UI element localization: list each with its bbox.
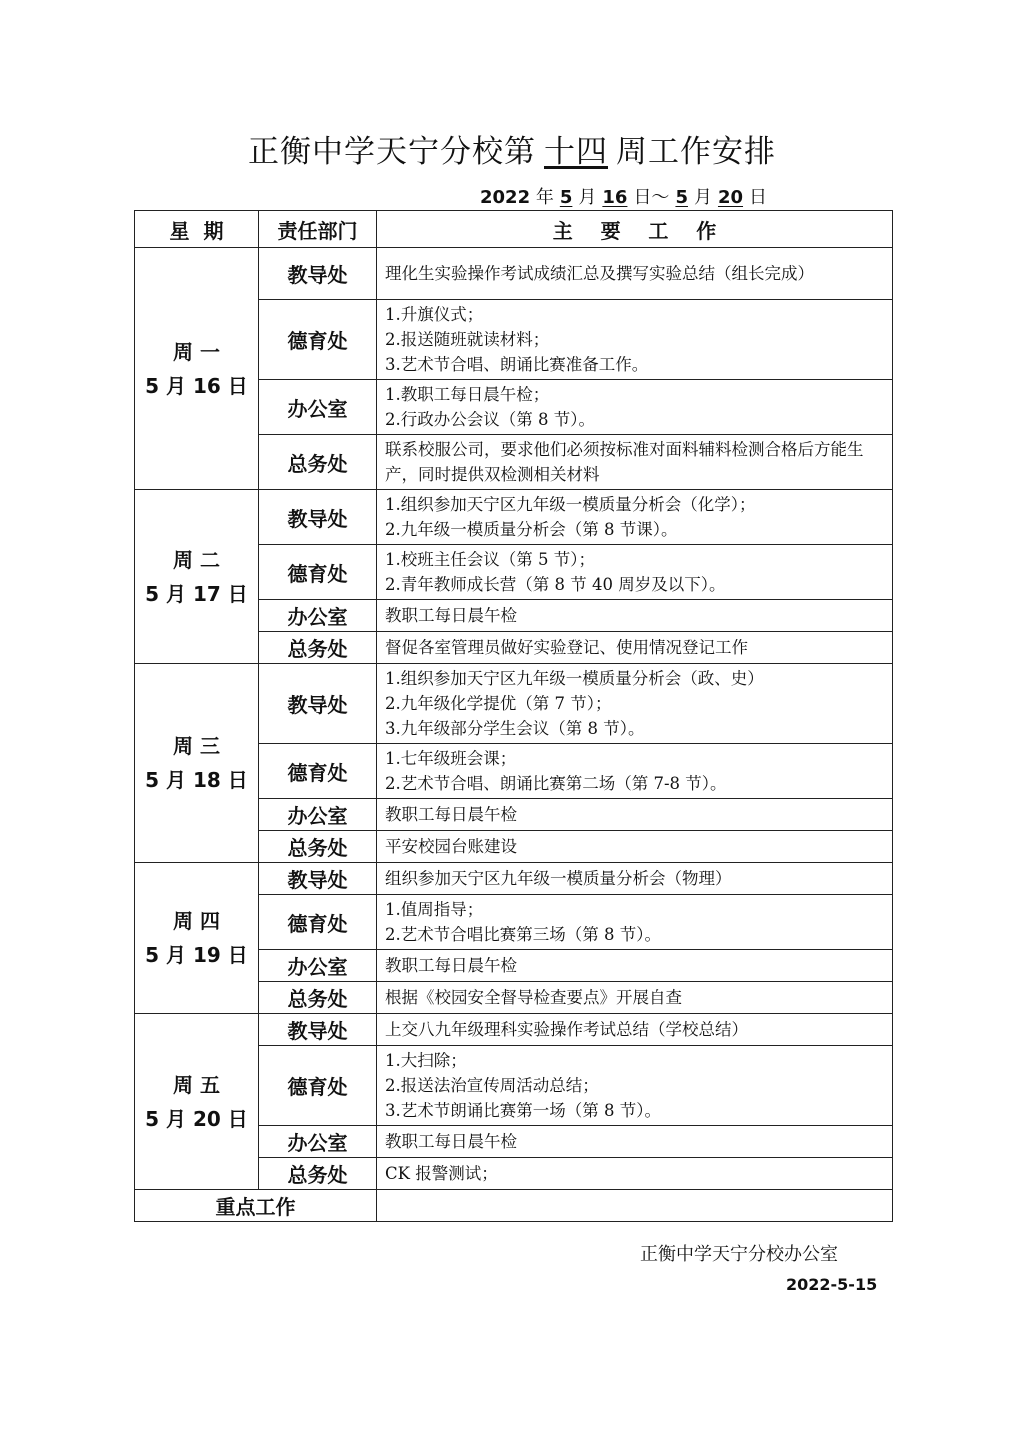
header-dept: 责任部门 — [259, 211, 377, 248]
work-cell — [377, 799, 893, 831]
dept-cell: 总务处 — [259, 1158, 377, 1190]
work-line: 2.报送法治宣传周活动总结； — [385, 1076, 599, 1095]
dept-cell: 办公室 — [259, 950, 377, 982]
work-line: 平安校园台账建设 — [385, 837, 517, 856]
work-line: 1.大扫除； — [385, 1051, 467, 1070]
day-name: 周 一 — [173, 339, 220, 364]
work-line: 教职工每日晨午检 — [385, 606, 517, 625]
key-work-label: 重点工作 — [135, 1190, 377, 1222]
work-line: 2.艺术节合唱比赛第三场（第 8 节）。 — [385, 925, 661, 944]
footer-date: 2022-5-15 — [786, 1275, 878, 1294]
title-prefix: 正衡中学天宁分校第 — [248, 134, 536, 170]
work-line: 3.艺术节合唱、朗诵比赛准备工作。 — [385, 355, 649, 374]
dept-cell: 办公室 — [259, 1126, 377, 1158]
day-cell — [135, 490, 259, 664]
work-line: 组织参加天宁区九年级一模质量分析会（物理） — [385, 869, 732, 888]
dept-cell: 德育处 — [259, 1046, 377, 1126]
dept-cell: 办公室 — [259, 380, 377, 435]
day-name: 周 四 — [173, 909, 220, 933]
day-cell — [135, 248, 259, 490]
schedule-table — [134, 210, 893, 1222]
work-line: 2.青年教师成长营（第 8 节 40 周岁及以下）。 — [385, 575, 726, 594]
dept-cell: 教导处 — [259, 490, 377, 545]
dept-cell: 办公室 — [259, 600, 377, 632]
work-line: 1.教职工每日晨午检； — [385, 385, 550, 404]
work-line: 1.组织参加天宁区九年级一模质量分析会（政、史） — [385, 669, 764, 688]
page-title — [0, 126, 1024, 171]
day-cell — [135, 1014, 259, 1190]
week-number: 十四 — [544, 134, 608, 170]
dept-cell: 教导处 — [259, 248, 377, 300]
work-cell — [377, 831, 893, 863]
work-line: 1.七年级班会课； — [385, 749, 517, 768]
work-cell — [377, 300, 893, 380]
work-line: 理化生实验操作考试成绩汇总及撰写实验总结（组长完成） — [385, 264, 814, 283]
dept-cell: 总务处 — [259, 632, 377, 664]
day-cell — [135, 863, 259, 1014]
work-line: 1.组织参加天宁区九年级一模质量分析会（化学）； — [385, 495, 756, 514]
work-line: 2.九年级化学提优（第 7 节）； — [385, 694, 612, 713]
work-cell — [377, 1014, 893, 1046]
work-line: 督促各室管理员做好实验登记、使用情况登记工作 — [385, 638, 748, 657]
work-cell — [377, 380, 893, 435]
day-date: 5 月 19 日 — [145, 943, 248, 967]
work-line: 1.校班主任会议（第 5 节）； — [385, 550, 595, 569]
date-month-char: 月 — [578, 187, 597, 208]
work-line: 教职工每日晨午检 — [385, 1132, 517, 1151]
table-row — [135, 863, 893, 895]
date-month-char-2: 月 — [693, 187, 712, 208]
work-cell — [377, 982, 893, 1014]
work-line: 2.艺术节合唱、朗诵比赛第二场（第 7-8 节）。 — [385, 774, 727, 793]
day-date: 5 月 16 日 — [145, 373, 248, 398]
work-line: 2.行政办公会议（第 8 节）。 — [385, 410, 595, 429]
work-line: 2.九年级一模质量分析会（第 8 节课）。 — [385, 520, 678, 539]
day-date: 5 月 20 日 — [145, 1106, 248, 1131]
work-cell — [377, 435, 893, 490]
dept-cell: 总务处 — [259, 982, 377, 1014]
table-row — [135, 248, 893, 300]
title-suffix: 周工作安排 — [616, 134, 776, 170]
day-name: 周 三 — [173, 734, 220, 758]
dept-cell: 德育处 — [259, 300, 377, 380]
day-name: 周 二 — [173, 547, 220, 572]
work-cell — [377, 490, 893, 545]
key-work-content — [377, 1190, 893, 1222]
work-line: 联系校服公司，要求他们必须按标准对面料辅料检测合格后方能生产，同时提供双检测相关材料 — [385, 440, 864, 484]
work-cell — [377, 895, 893, 950]
dept-cell: 总务处 — [259, 831, 377, 863]
work-line: 1.值周指导； — [385, 900, 484, 919]
work-line: 1.升旗仪式； — [385, 305, 484, 324]
work-cell — [377, 863, 893, 895]
date-year: 2022 — [480, 187, 531, 208]
header-day: 星 期 — [135, 211, 259, 248]
work-cell — [377, 1046, 893, 1126]
work-cell — [377, 632, 893, 664]
table-row — [135, 490, 893, 545]
dept-cell: 教导处 — [259, 664, 377, 744]
work-line: 教职工每日晨午检 — [385, 956, 517, 975]
work-line: 教职工每日晨午检 — [385, 805, 517, 824]
date-start-month: 5 — [559, 187, 573, 208]
dept-cell: 德育处 — [259, 545, 377, 600]
work-cell — [377, 545, 893, 600]
date-range — [480, 183, 767, 209]
work-cell — [377, 1126, 893, 1158]
work-line: 根据《校园安全督导检查要点》开展自查 — [385, 988, 682, 1007]
work-line: 上交八九年级理科实验操作考试总结（学校总结） — [385, 1020, 748, 1039]
dept-cell: 教导处 — [259, 1014, 377, 1046]
work-cell — [377, 1158, 893, 1190]
date-end-month: 5 — [675, 187, 688, 208]
table-row — [135, 664, 893, 744]
work-cell — [377, 744, 893, 799]
work-line: 3.九年级部分学生会议（第 8 节）。 — [385, 719, 645, 738]
header-work: 主 要 工 作 — [377, 211, 893, 248]
footer-office: 正衡中学天宁分校办公室 — [640, 1244, 838, 1265]
work-cell — [377, 600, 893, 632]
dept-cell: 办公室 — [259, 799, 377, 831]
date-start-day: 16 — [602, 187, 628, 208]
work-line: 2.报送随班就读材料； — [385, 330, 550, 349]
date-day-char: 日～ — [633, 187, 670, 208]
date-end-day: 20 — [717, 187, 744, 208]
day-date: 5 月 17 日 — [145, 581, 248, 606]
day-cell — [135, 664, 259, 863]
date-day-char-2: 日 — [749, 187, 768, 208]
date-year-char: 年 — [535, 187, 554, 208]
schedule-body — [135, 248, 893, 1190]
day-date: 5 月 18 日 — [145, 768, 248, 792]
dept-cell: 德育处 — [259, 744, 377, 799]
work-cell — [377, 664, 893, 744]
day-name: 周 五 — [173, 1072, 220, 1097]
work-line: CK 报警测试； — [385, 1164, 498, 1183]
table-row — [135, 1014, 893, 1046]
dept-cell: 教导处 — [259, 863, 377, 895]
work-line: 3.艺术节朗诵比赛第一场（第 8 节）。 — [385, 1101, 661, 1120]
dept-cell: 德育处 — [259, 895, 377, 950]
work-cell — [377, 950, 893, 982]
work-cell — [377, 248, 893, 300]
dept-cell: 总务处 — [259, 435, 377, 490]
